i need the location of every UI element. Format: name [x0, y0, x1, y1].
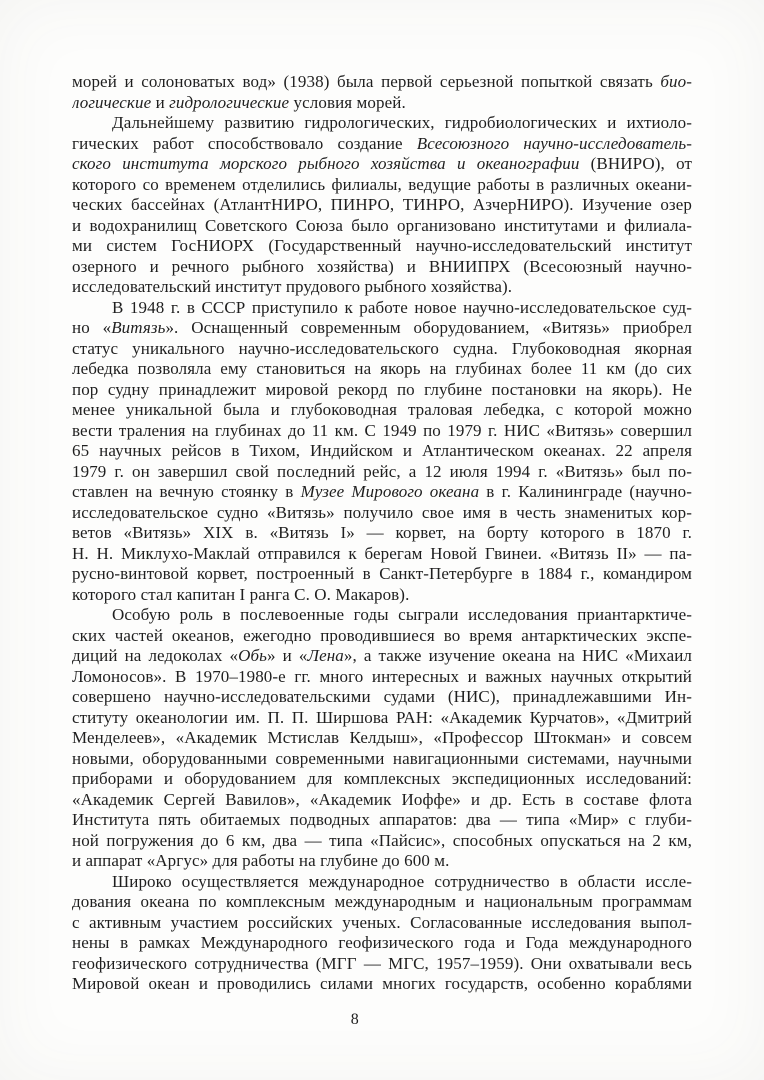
text-line: 1979 г. он завершил свой последний рейс, а 12 июля 1994 г. «Витязь» был по- — [72, 461, 692, 481]
text-line: дования океана по комплексным международным и национальным программам — [72, 892, 692, 911]
paragraph — [72, 113, 692, 298]
text-line: но «Витязь». Оснащенный современным оборудованием, «Витязь» приобрел — [72, 318, 692, 337]
text-line: озерного и речного рыбного хозяйства) и ВНИИПРХ (Всесоюзный научно- — [72, 256, 692, 276]
text-line: ветов «Витязь» XIX в. «Витязь I» — корвет, на борту которого в 1870 г. — [72, 523, 692, 542]
text-line: пор судну принадлежит мировой рекорд по глубине постановки на якорь). Не — [72, 379, 692, 399]
text-line: Ломоносов». В 1970–1980-е гг. много интересных и важных научных открытий — [72, 666, 692, 686]
text-line: которого стал капитан I ранга С. О. Макаров). — [72, 584, 410, 604]
paragraph — [72, 72, 692, 113]
text-line: и водохранилищ Советского Союза было организовано институтами и филиала- — [72, 215, 692, 235]
text-line: Мировой океан и проводились силами многих государств, особенно кораблями — [72, 974, 692, 993]
text-line: В 1948 г. в СССР приступило к работе новое научно-исследовательское суд- — [112, 297, 692, 317]
text-line: геофизического сотрудничества (МГГ — МГС, 1957–1959). Они охватывали весь — [72, 953, 692, 973]
text-line: вести траления на глубинах до 11 км. С 1949 по 1979 г. НИС «Витязь» совершил — [72, 420, 692, 440]
text-line: статус уникального научно-исследовательского судна. Глубоководная якорная — [72, 338, 692, 358]
paragraph — [72, 605, 692, 872]
page-number: 8 — [350, 1011, 360, 1028]
text-line: 65 научных рейсов в Тихом, Индийском и Атлантическом океанах. 22 апреля — [72, 441, 692, 460]
text-line: лебедка позволяла ему становиться на якорь на глубинах более 11 км (до сих — [72, 359, 692, 378]
text-line: ми систем ГосНИОРХ (Государственный научно-исследовательский институт — [72, 236, 692, 255]
text-line: Института пять обитаемых подводных аппаратов: два — типа «Мир» с глуби- — [72, 810, 692, 829]
text-line: ституту океанологии им. П. П. Ширшова РАН: «Академик Курчатов», «Дмитрий — [72, 707, 692, 727]
text-line: ского института морского рыбного хозяйства и океанографии (ВНИРО), от — [72, 154, 692, 173]
text-line: Особую роль в послевоенные годы сыграли исследования приантарктиче- — [112, 605, 692, 624]
text-line: исследовательский институт прудового рыбного хозяйства). — [72, 277, 513, 296]
text-line: Менделеев», «Академик Мстислав Келдыш», «Профессор Штокман» и совсем — [72, 728, 692, 747]
text-line: которого со временем отделились филиалы, ведущие работы в различных океани- — [72, 174, 692, 194]
text-line: Н. Н. Миклухо-Маклай отправился к берегам Новой Гвинеи. «Витязь II» — па- — [72, 543, 692, 563]
text-line: с активным участием российских ученых. Согласованные исследования выпол- — [72, 912, 692, 932]
text-line: исследовательское судно «Витязь» получило свое имя в честь знаменитых кор- — [72, 502, 692, 522]
text-line: совершено научно-исследовательскими судами (НИС), принадлежавшими Ин- — [72, 687, 692, 706]
page-text — [72, 72, 692, 995]
text-line: гических работ способствовало создание Всесоюзного научно-исследователь- — [72, 133, 692, 153]
text-line: Широко осуществляется международное сотрудничество в области иссле- — [112, 871, 692, 891]
text-line: новыми, оборудованными современными навигационными системами, научными — [72, 748, 692, 768]
text-line: ной погружения до 6 км, два — типа «Пайсис», способных опускаться на 2 км, — [72, 830, 692, 850]
text-line: и аппарат «Аргус» для работы на глубине до 600 м. — [72, 851, 450, 870]
text-line: приборами и оборудованием для комплексных экспедиционных исследований: — [72, 769, 692, 788]
text-line: диций на ледоколах «Обь» и «Лена», а также изучение океана на НИС «Михаил — [72, 646, 692, 665]
text-line: ских частей океанов, ежегодно проводившиеся во время антарктических экспе- — [72, 625, 692, 645]
text-line: Дальнейшему развитию гидрологических, гидробиологических и ихтиоло- — [112, 113, 692, 132]
text-line: логические и гидрологические условия морей. — [72, 92, 406, 112]
text-line: «Академик Сергей Вавилов», «Академик Иоффе» и др. Есть в составе флота — [72, 789, 692, 809]
paragraph — [72, 872, 692, 995]
text-line: нены в рамках Международного геофизического года и Года международного — [72, 933, 692, 952]
paragraph — [72, 298, 692, 606]
text-line: ставлен на вечную стоянку в Музее Мирового океана в г. Калининграде (научно- — [72, 482, 692, 501]
text-line: морей и солоноватых вод» (1938) была первой серьезной попыткой связать био- — [72, 72, 692, 91]
text-line: ческих бассейнах (АтлантНИРО, ПИНРО, ТИНРО, АзчерНИРО). Изучение озер — [72, 195, 692, 214]
text-line: менее уникальной была и глубоководная траловая лебедка, с которой можно — [72, 400, 692, 419]
text-line: русно-винтовой корвет, построенный в Санкт-Петербурге в 1884 г., командиром — [72, 564, 692, 583]
